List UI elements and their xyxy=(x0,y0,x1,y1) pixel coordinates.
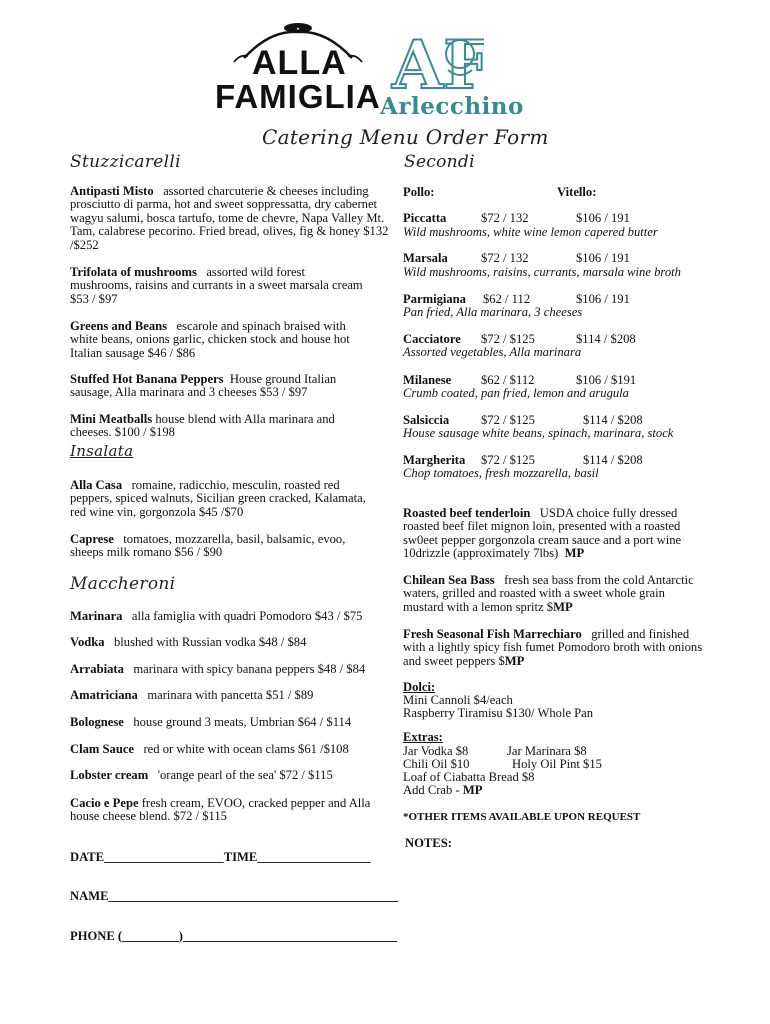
menu-item-cacio xyxy=(70,797,375,824)
item-name: Margherita xyxy=(403,453,466,467)
dolci-item: Mini Cannoli $4/each xyxy=(403,693,513,707)
pasta-item xyxy=(70,769,333,782)
pollo-price: $72 / 132 xyxy=(481,211,529,225)
item-name: Salsiccia xyxy=(403,413,450,427)
svg-text:AF: AF xyxy=(392,26,484,96)
item-desc: assorted wild forest mushrooms, raisins and currants in a sweet marsala cream $53 / $97 xyxy=(70,265,363,306)
item-name: Amatriciana xyxy=(70,688,138,702)
time-label: TIME xyxy=(223,850,258,864)
item-name: Roasted beef tenderloin xyxy=(403,506,531,520)
logo-sub-text: Arlecchino xyxy=(380,93,524,120)
dolci-item: Raspberry Tiramisu $130/ Whole Pan xyxy=(403,706,594,720)
item-name: Marinara xyxy=(70,609,123,623)
item-desc: romaine, radicchio, mesculin, roasted red peppers, spiced walnuts, Sicilian green cracked, Kalamata, red wine vin, gorgonzola $45 /$70 xyxy=(70,478,366,519)
pasta-item xyxy=(70,689,313,702)
pasta-item xyxy=(70,663,365,676)
menu-item-caprese xyxy=(70,533,370,560)
logo-top-text: ALLA xyxy=(252,44,347,82)
pollo-price: $62 / 112 xyxy=(483,292,531,306)
item-name: Alla Casa xyxy=(70,478,123,492)
item-desc: house ground 3 meats, Umbrian $64 / $114 xyxy=(133,715,352,729)
item-desc: USDA choice fully dressed roasted beef filet mignon loin, presented with a roasted sw0eet pepper gorgonzola cream sauce and a port wine 10drizzle (approximately 7lbs) xyxy=(403,506,682,561)
name-field[interactable] xyxy=(70,890,398,903)
extras-item: Jar Vodka $8 xyxy=(403,744,469,758)
item-desc: 'orange pearl of the sea' $72 / $115 xyxy=(157,768,333,782)
item-name: Cacciatore xyxy=(403,332,461,346)
pasta-item xyxy=(70,610,362,623)
extras-price: MP xyxy=(462,783,483,797)
pollo-price: $72 / $125 xyxy=(481,332,535,346)
item-name: Vodka xyxy=(70,635,105,649)
item-name: Stuffed Hot Banana Peppers xyxy=(70,372,224,386)
vitello-label: Vitello: xyxy=(557,185,597,199)
item-name: Mini Meatballs xyxy=(70,412,153,426)
item-name: Milanese xyxy=(403,373,452,387)
phone-label: PHONE ( xyxy=(70,929,123,943)
item-desc: House ground Italian sausage, Alla marinara and 3 cheeses $53 / $97 xyxy=(70,372,337,400)
item-desc: Crumb coated, pan fried, lemon and arugula xyxy=(403,386,629,400)
page-title: Catering Menu Order Form xyxy=(262,125,549,149)
extras-heading: Extras: xyxy=(403,730,443,744)
item-name: Cacio e Pepe xyxy=(70,796,139,810)
item-desc: fresh sea bass from the cold Antarctic waters, grilled and roasted with a sweet whole grain mustard with a lemon spritz $ xyxy=(403,573,694,614)
item-name: Trifolata of mushrooms xyxy=(70,265,197,279)
item-name: Greens and Beans xyxy=(70,319,168,333)
phone-field[interactable] xyxy=(70,930,397,943)
item-desc: house blend with Alla marinara and cheeses. $100 / $198 xyxy=(70,412,335,440)
item-desc: marinara with pancetta $51 / $89 xyxy=(147,688,314,702)
item-price: MP xyxy=(553,599,573,614)
time-input[interactable]: __________________ xyxy=(257,850,371,864)
other-items-note: *OTHER ITEMS AVAILABLE UPON REQUEST xyxy=(403,811,641,823)
extras-item: Chili Oil $10 xyxy=(403,757,470,771)
item-desc: Chop tomatoes, fresh mozzarella, basil xyxy=(403,466,599,480)
menu-item-sea-bass xyxy=(403,574,703,614)
item-name: Lobster cream xyxy=(70,768,149,782)
extras-item: Loaf of Ciabatta Bread $8 xyxy=(403,770,535,784)
item-name: Caprese xyxy=(70,532,114,546)
item-price: MP xyxy=(504,653,525,668)
maccheroni-heading: Maccheroni xyxy=(70,574,176,594)
pollo-label: Pollo: xyxy=(403,185,435,199)
vitello-price: $114 / $208 xyxy=(576,332,636,346)
item-desc: tomatoes, mozzarella, basil, balsamic, evoo, sheeps milk romano $56 / $90 xyxy=(70,532,346,560)
item-desc: Wild mushrooms, raisins, currants, marsala wine broth xyxy=(403,265,681,279)
pollo-price: $72 / $125 xyxy=(481,413,535,427)
item-desc: House sausage white beans, spinach, marinara, stock xyxy=(403,426,674,440)
vitello-price: $114 / $208 xyxy=(583,453,643,467)
insalata-heading: Insalata xyxy=(70,442,134,460)
item-name: Chilean Sea Bass xyxy=(403,573,495,587)
vitello-price: $114 / $208 xyxy=(583,413,643,427)
svg-text:★: ★ xyxy=(296,26,300,31)
menu-item-greens xyxy=(70,320,375,360)
stuzzicarelli-heading: Stuzzicarelli xyxy=(70,152,181,172)
item-desc: Assorted vegetables, Alla marinara xyxy=(403,345,582,359)
item-name: Clam Sauce xyxy=(70,742,135,756)
logo-bottom-text: FAMIGLIA xyxy=(215,78,381,115)
logo xyxy=(212,18,532,124)
extras-item: Jar Marinara $8 xyxy=(507,744,587,758)
item-name: Fresh Seasonal Fish Marrechiaro xyxy=(403,627,582,641)
item-desc: escarole and spinach braised with white beans, onions garlic, chicken stock and house hot Italian sausage $46 / $86 xyxy=(70,319,350,360)
menu-item-alla-casa xyxy=(70,479,370,519)
item-desc: red or white with ocean clams $61 /$108 xyxy=(143,742,349,756)
phone-paren: ) xyxy=(178,929,183,943)
item-desc: marinara with spicy banana peppers $48 / $84 xyxy=(133,662,366,676)
date-input[interactable]: ___________________ xyxy=(104,850,224,864)
pollo-price: $62 / $112 xyxy=(481,373,535,387)
item-name: Piccatta xyxy=(403,211,447,225)
phone-number-input[interactable]: __________________________________ xyxy=(183,929,398,943)
name-label: NAME xyxy=(70,889,109,903)
menu-item-beef xyxy=(403,507,703,561)
item-name: Parmigiana xyxy=(403,292,466,306)
pollo-price: $72 / 132 xyxy=(481,251,529,265)
extras-item xyxy=(403,784,482,797)
item-name: Bolognese xyxy=(70,715,124,729)
menu-item-stuffed-peppers xyxy=(70,373,370,400)
item-desc: assorted charcuterie & cheeses including prosciutto di parma, hot and sweet soppressatta, dry cabernet wagyu salumi, bosca tartufo, tome de chevre, Napa Valley Mt. Tam, calabrese pecorino. Fried bread, olives, fig & honey $132 /$252 xyxy=(70,184,389,252)
menu-item-fish xyxy=(403,628,703,668)
vitello-price: $106 / $191 xyxy=(576,373,637,387)
pollo-price: $72 / $125 xyxy=(481,453,535,467)
pasta-item xyxy=(70,636,306,649)
item-desc: fresh cream, EVOO, cracked pepper and Alla house cheese blend. $72 / $115 xyxy=(70,796,371,824)
name-input[interactable]: ______________________________________________ xyxy=(108,889,399,903)
date-label: DATE xyxy=(70,850,105,864)
item-desc: blushed with Russian vodka $48 / $84 xyxy=(114,635,307,649)
vitello-price: $106 / 191 xyxy=(576,251,630,265)
extras-item: Holy Oil Pint $15 xyxy=(512,757,602,771)
item-name: Arrabiata xyxy=(70,662,124,676)
dolci-heading: Dolci: xyxy=(403,680,436,694)
menu-item-trifolata xyxy=(70,266,370,306)
menu-item-meatballs xyxy=(70,413,360,440)
vitello-price: $106 / 191 xyxy=(576,211,630,225)
menu-item-antipasti xyxy=(70,185,390,252)
item-desc: Wild mushrooms, white wine lemon capered butter xyxy=(403,225,658,239)
phone-area-input[interactable]: _________ xyxy=(122,929,179,943)
item-price: MP xyxy=(564,546,585,561)
extras-label: Add Crab - xyxy=(403,783,463,797)
item-name: Marsala xyxy=(403,251,448,265)
item-name: Antipasti Misto xyxy=(70,184,154,198)
notes-label: NOTES: xyxy=(405,836,452,850)
pasta-item xyxy=(70,716,351,729)
pasta-item xyxy=(70,743,349,756)
item-desc: Pan fried, Alla marinara, 3 cheeses xyxy=(403,305,583,319)
date-time-field[interactable] xyxy=(70,851,371,864)
item-desc: alla famiglia with quadri Pomodoro $43 / $75 xyxy=(131,609,363,623)
logo-emblem-icon xyxy=(388,26,484,96)
secondi-heading: Secondi xyxy=(404,152,475,172)
vitello-price: $106 / 191 xyxy=(576,292,630,306)
item-desc: grilled and finished with a lightly spicy fish fumet Pomodoro broth with onions and sweet peppers $ xyxy=(403,627,703,668)
